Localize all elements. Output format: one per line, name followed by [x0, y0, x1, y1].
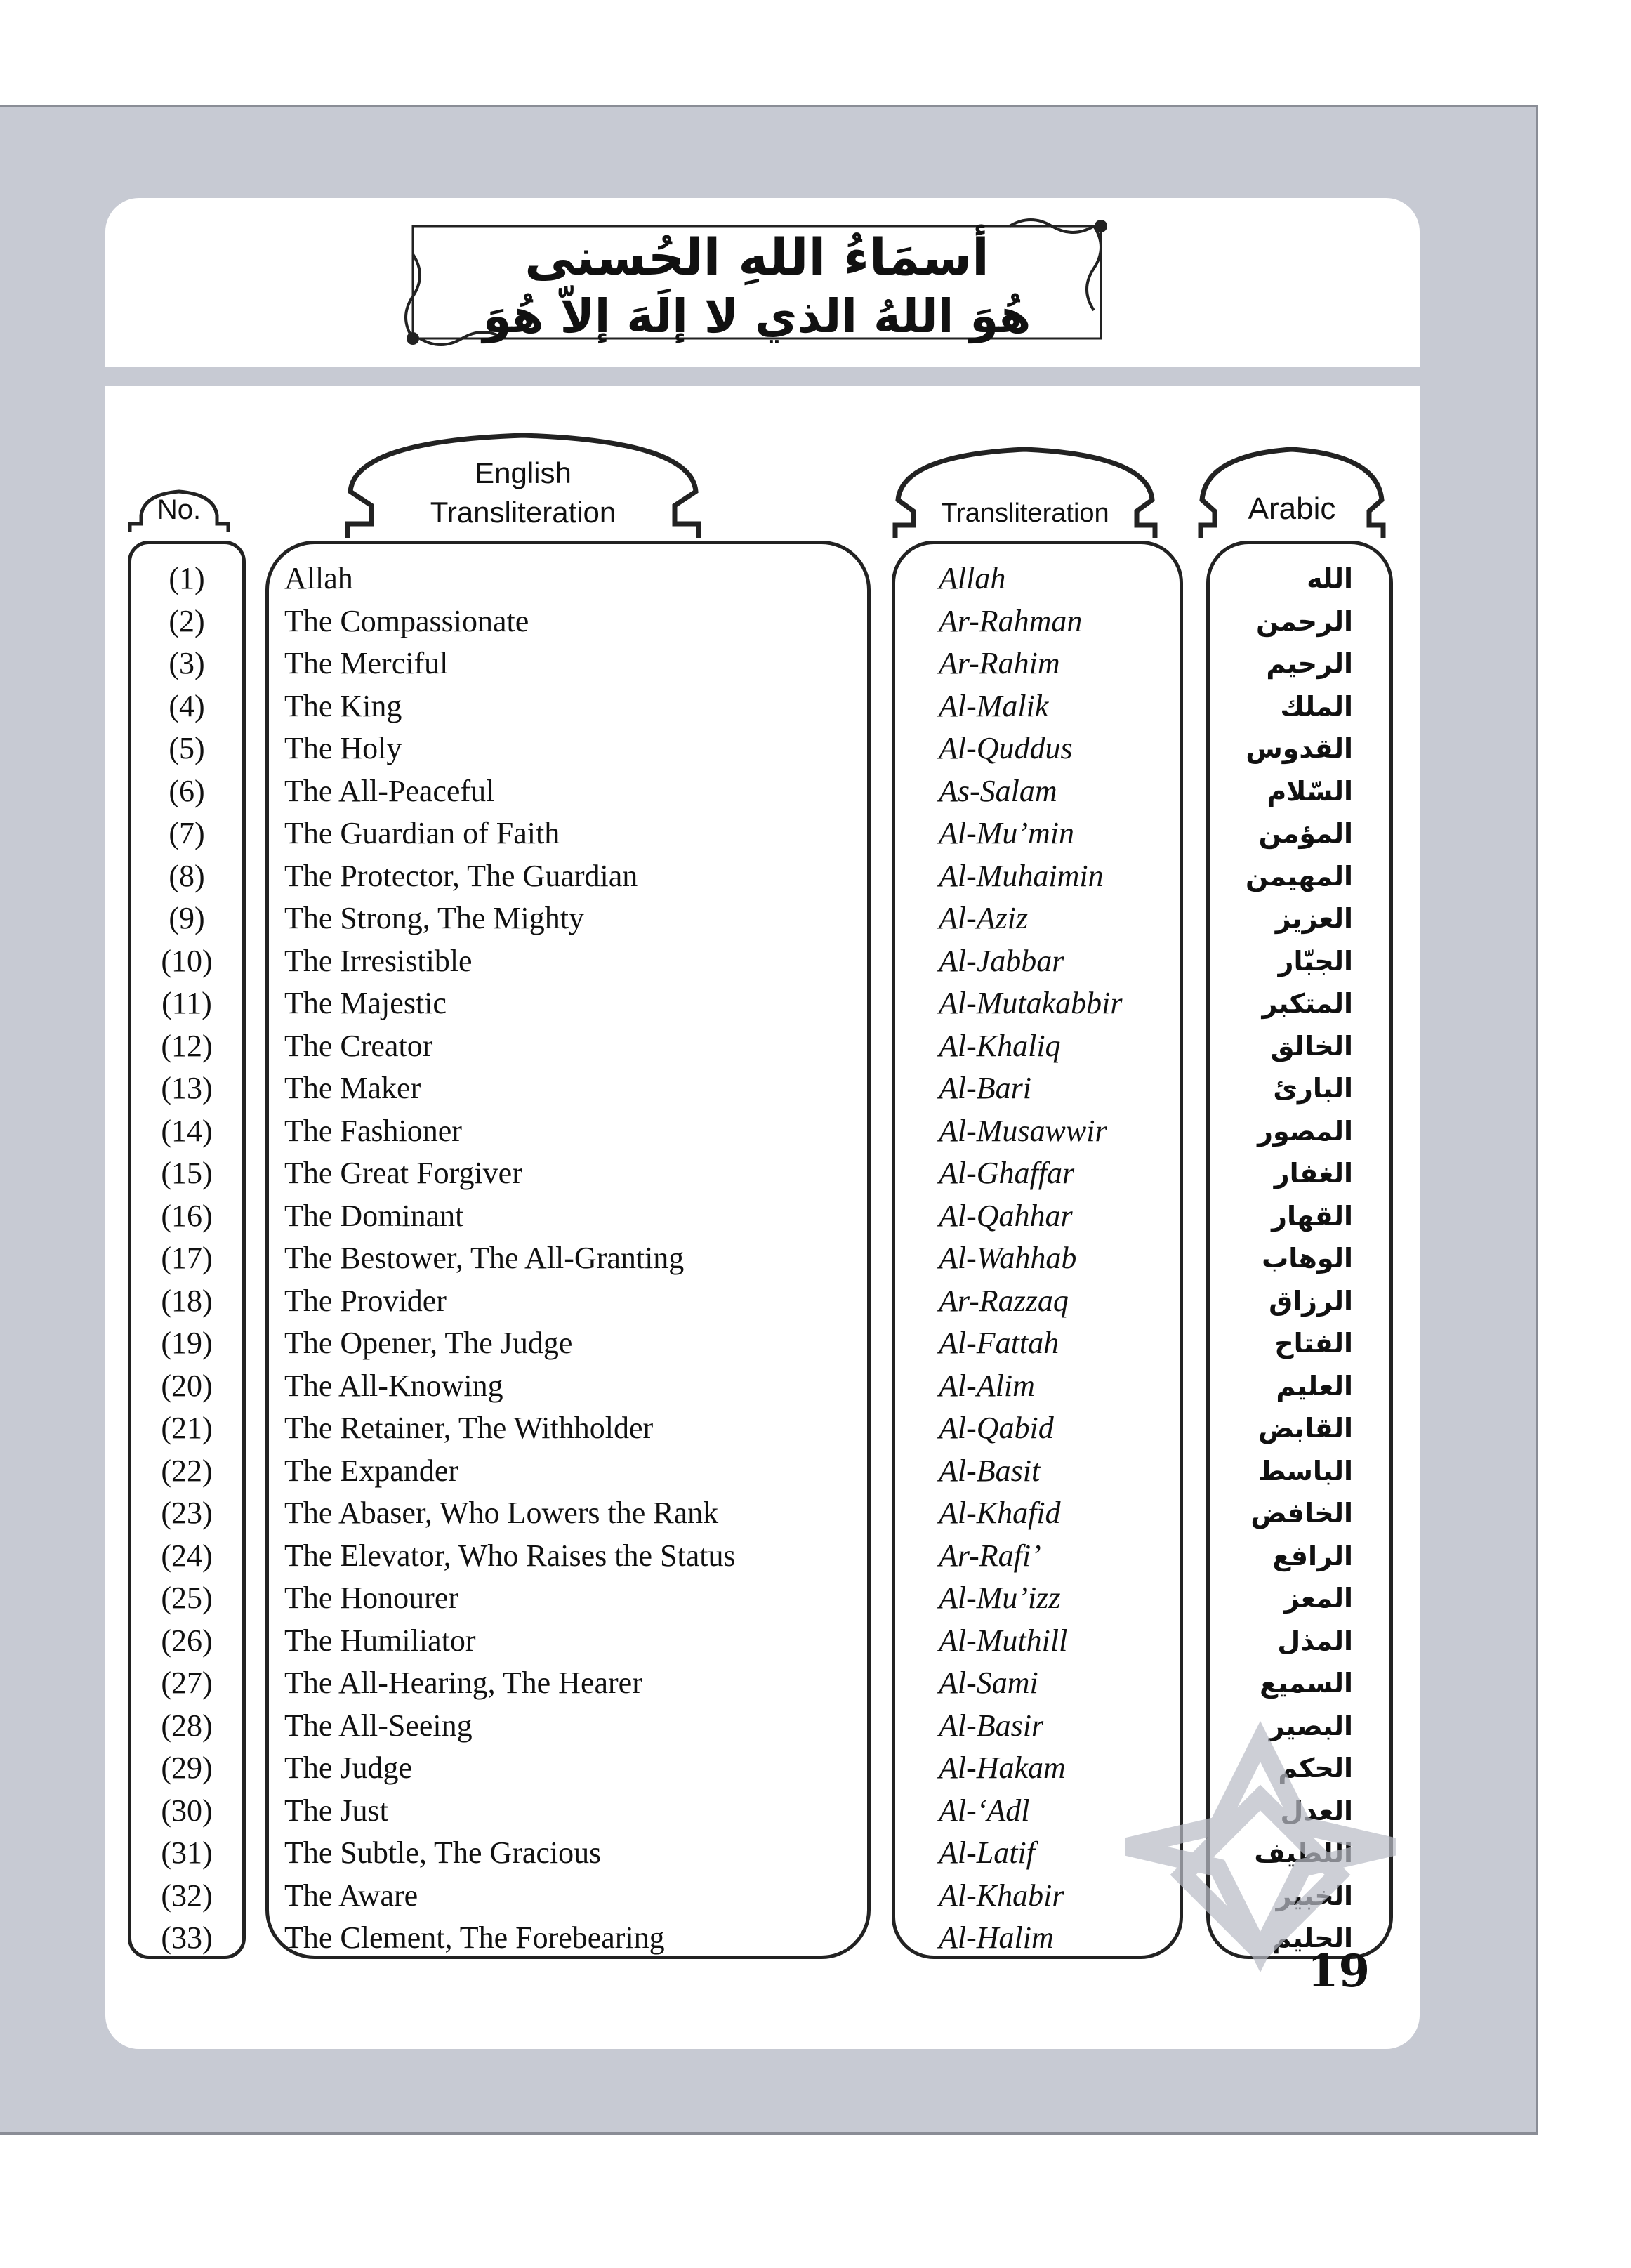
row-english-name: The Honourer [284, 1581, 459, 1615]
number-column [128, 541, 246, 1959]
row-english-name: The Guardian of Faith [284, 816, 560, 850]
row-transliteration: Al-Khafid [939, 1496, 1061, 1530]
row-arabic-name: العدل [1280, 1795, 1353, 1826]
row-english-name: The Provider [284, 1283, 447, 1318]
row-english-name: The Great Forgiver [284, 1156, 522, 1190]
row-number: (16) [161, 1198, 213, 1233]
row-number: (27) [161, 1666, 213, 1700]
page-number: 19 [1307, 1945, 1371, 1998]
row-english-name: The Expander [284, 1453, 458, 1488]
row-english-name: The Strong, The Mighty [284, 901, 584, 935]
header-no [123, 484, 235, 534]
row-transliteration: Al-Wahhab [939, 1241, 1077, 1275]
row-number: (20) [161, 1368, 213, 1403]
row-arabic-name: الرافع [1272, 1540, 1353, 1571]
row-transliteration: Al-Fattah [939, 1326, 1059, 1360]
row-transliteration: Ar-Razzaq [939, 1283, 1069, 1318]
row-number: (19) [161, 1326, 213, 1360]
row-number: (10) [161, 943, 213, 978]
row-arabic-name: الغفار [1274, 1158, 1353, 1189]
row-arabic-name: الفتاح [1274, 1328, 1353, 1359]
row-transliteration: Al-Jabbar [939, 943, 1064, 978]
row-english-name: The Abaser, Who Lowers the Rank [284, 1496, 719, 1530]
row-number: (33) [161, 1920, 213, 1955]
header-english [341, 428, 706, 541]
row-transliteration: Allah [939, 561, 1006, 595]
row-english-name: The Merciful [284, 646, 449, 680]
row-arabic-name: المهيمن [1245, 860, 1353, 892]
row-english-name: The Protector, The Guardian [284, 858, 638, 893]
row-transliteration: As-Salam [939, 773, 1057, 808]
row-number: (2) [169, 603, 205, 638]
row-number: (22) [161, 1453, 213, 1488]
row-english-name: The Retainer, The Withholder [284, 1411, 654, 1445]
row-number: (13) [161, 1071, 213, 1105]
row-number: (26) [161, 1623, 213, 1658]
row-number: (25) [161, 1581, 213, 1615]
row-arabic-name: العليم [1276, 1370, 1353, 1402]
row-arabic-name: القهار [1272, 1200, 1353, 1232]
row-arabic-name: الجبّار [1278, 945, 1353, 977]
row-arabic-name: البصير [1269, 1710, 1353, 1741]
row-number: (8) [169, 858, 205, 893]
header-divider [105, 367, 1420, 386]
title-arabic-line2: هُوَ اللهُ الذي لا إلَهَ إلاّ هُوَ [482, 289, 1031, 343]
row-english-name: The All-Knowing [284, 1368, 503, 1403]
row-arabic-name: السّلام [1267, 775, 1353, 807]
row-english-name: The Judge [284, 1751, 413, 1785]
row-arabic-name: المعز [1284, 1583, 1353, 1614]
row-number: (15) [161, 1156, 213, 1190]
row-transliteration: Al-Halim [939, 1920, 1054, 1955]
row-english-name: The Dominant [284, 1198, 464, 1233]
row-transliteration: Al-Hakam [939, 1751, 1066, 1785]
row-english-name: The All-Hearing, The Hearer [284, 1666, 642, 1700]
row-transliteration: Al-Khaliq [939, 1028, 1061, 1063]
row-english-name: The Opener, The Judge [284, 1326, 573, 1360]
row-number: (23) [161, 1496, 213, 1530]
row-transliteration: Al-Basir [939, 1708, 1044, 1743]
row-english-name: The All-Seeing [284, 1708, 473, 1743]
row-number: (24) [161, 1538, 213, 1573]
row-arabic-name: الحكم [1278, 1753, 1353, 1784]
row-transliteration: Al-Sami [939, 1666, 1038, 1700]
row-arabic-name: العزيز [1275, 903, 1353, 934]
row-transliteration: Al-Ghaffar [939, 1156, 1075, 1190]
row-transliteration: Al-Latif [939, 1835, 1035, 1870]
row-english-name: The Maker [284, 1071, 421, 1105]
row-transliteration: Al-Basit [939, 1453, 1041, 1488]
row-number: (1) [169, 561, 205, 595]
row-transliteration: Al-Muhaimin [939, 858, 1104, 893]
row-transliteration: Al-Mu’min [939, 816, 1075, 850]
star-pattern-icon [1113, 1699, 1408, 2050]
row-arabic-name: الرحيم [1266, 648, 1353, 679]
row-number: (14) [161, 1113, 213, 1148]
row-english-name: The Holy [284, 731, 402, 765]
row-english-name: The Bestower, The All-Granting [284, 1241, 685, 1275]
row-transliteration: Al-‘Adl [939, 1793, 1030, 1828]
header-english-line2: Transliteration [430, 496, 616, 529]
row-number: (4) [169, 688, 205, 723]
row-arabic-name: الرزاق [1269, 1285, 1353, 1317]
row-number: (5) [169, 731, 205, 765]
row-number: (17) [161, 1241, 213, 1275]
row-english-name: The Humiliator [284, 1623, 476, 1658]
row-number: (28) [161, 1708, 213, 1743]
row-transliteration: Al-Mutakabbir [939, 986, 1123, 1020]
row-transliteration: Al-Bari [939, 1071, 1031, 1105]
row-english-name: The Irresistible [284, 943, 473, 978]
row-arabic-name: السميع [1260, 1668, 1353, 1699]
row-number: (9) [169, 901, 205, 935]
row-arabic-name: اللطيف [1254, 1838, 1353, 1868]
row-english-name: The Fashioner [284, 1113, 462, 1148]
header-arabic [1194, 442, 1390, 541]
row-number: (21) [161, 1411, 213, 1445]
english-column [265, 541, 871, 1959]
row-english-name: The All-Peaceful [284, 773, 495, 808]
row-transliteration: Ar-Rahman [939, 603, 1083, 638]
row-arabic-name: الوهاب [1262, 1243, 1353, 1274]
row-arabic-name: المذل [1277, 1625, 1353, 1656]
header-no-label: No. [157, 494, 202, 525]
title-arabic-line1: أسمَاءُ اللهِ الحُسنى [524, 228, 989, 286]
row-english-name: The Just [284, 1793, 388, 1828]
row-arabic-name: البارئ [1273, 1073, 1353, 1104]
header-transliteration [888, 442, 1162, 541]
row-english-name: The Subtle, The Gracious [284, 1835, 602, 1870]
header-arabic-label: Arabic [1248, 492, 1336, 526]
row-english-name: The Majestic [284, 986, 447, 1020]
row-transliteration: Ar-Rafi’ [939, 1538, 1041, 1573]
row-arabic-name: الملك [1280, 690, 1353, 722]
header-transliteration-label: Transliteration [941, 499, 1109, 528]
row-transliteration: Al-Musawwir [939, 1113, 1107, 1148]
row-arabic-name: الخالق [1270, 1030, 1353, 1062]
row-arabic-name: المتكبر [1262, 988, 1353, 1019]
row-number: (3) [169, 646, 205, 680]
row-number: (31) [161, 1835, 213, 1870]
row-arabic-name: الله [1307, 563, 1353, 594]
row-number: (30) [161, 1793, 213, 1828]
row-transliteration: Al-Khabir [939, 1878, 1064, 1913]
row-english-name: The Elevator, Who Raises the Status [284, 1538, 736, 1573]
row-english-name: The Compassionate [284, 603, 529, 638]
row-number: (12) [161, 1028, 213, 1063]
row-arabic-name: القابض [1257, 1413, 1353, 1444]
row-transliteration: Al-Mu’izz [939, 1581, 1061, 1615]
header-english-line1: English [475, 456, 572, 489]
row-transliteration: Al-Qahhar [939, 1198, 1073, 1233]
row-transliteration: Ar-Rahim [939, 646, 1060, 680]
row-english-name: The Clement, The Forebearing [284, 1920, 665, 1955]
title-cartouche [392, 212, 1122, 352]
row-number: (11) [161, 986, 212, 1020]
row-number: (7) [169, 816, 205, 850]
row-transliteration: Al-Qabid [939, 1411, 1054, 1445]
row-arabic-name: المؤمن [1258, 818, 1353, 849]
row-english-name: The Creator [284, 1028, 433, 1063]
row-arabic-name: الخبير [1276, 1880, 1353, 1911]
row-arabic-name: القدوس [1246, 733, 1353, 764]
row-arabic-name: الحليم [1272, 1923, 1353, 1953]
row-transliteration: Al-Malik [939, 688, 1049, 723]
row-transliteration: Al-Alim [939, 1368, 1035, 1403]
row-arabic-name: الرحمن [1256, 605, 1353, 637]
row-english-name: Allah [284, 561, 353, 595]
row-number: (18) [161, 1283, 213, 1318]
row-english-name: The Aware [284, 1878, 418, 1913]
row-transliteration: Al-Aziz [939, 901, 1029, 935]
row-number: (32) [161, 1878, 213, 1913]
row-number: (29) [161, 1751, 213, 1785]
row-transliteration: Al-Muthill [939, 1623, 1068, 1658]
row-arabic-name: الخافض [1250, 1498, 1353, 1529]
row-english-name: The King [284, 688, 402, 723]
row-arabic-name: الباسط [1257, 1455, 1353, 1486]
row-number: (6) [169, 773, 205, 808]
row-transliteration: Al-Quddus [939, 731, 1073, 765]
row-arabic-name: المصور [1257, 1115, 1353, 1147]
